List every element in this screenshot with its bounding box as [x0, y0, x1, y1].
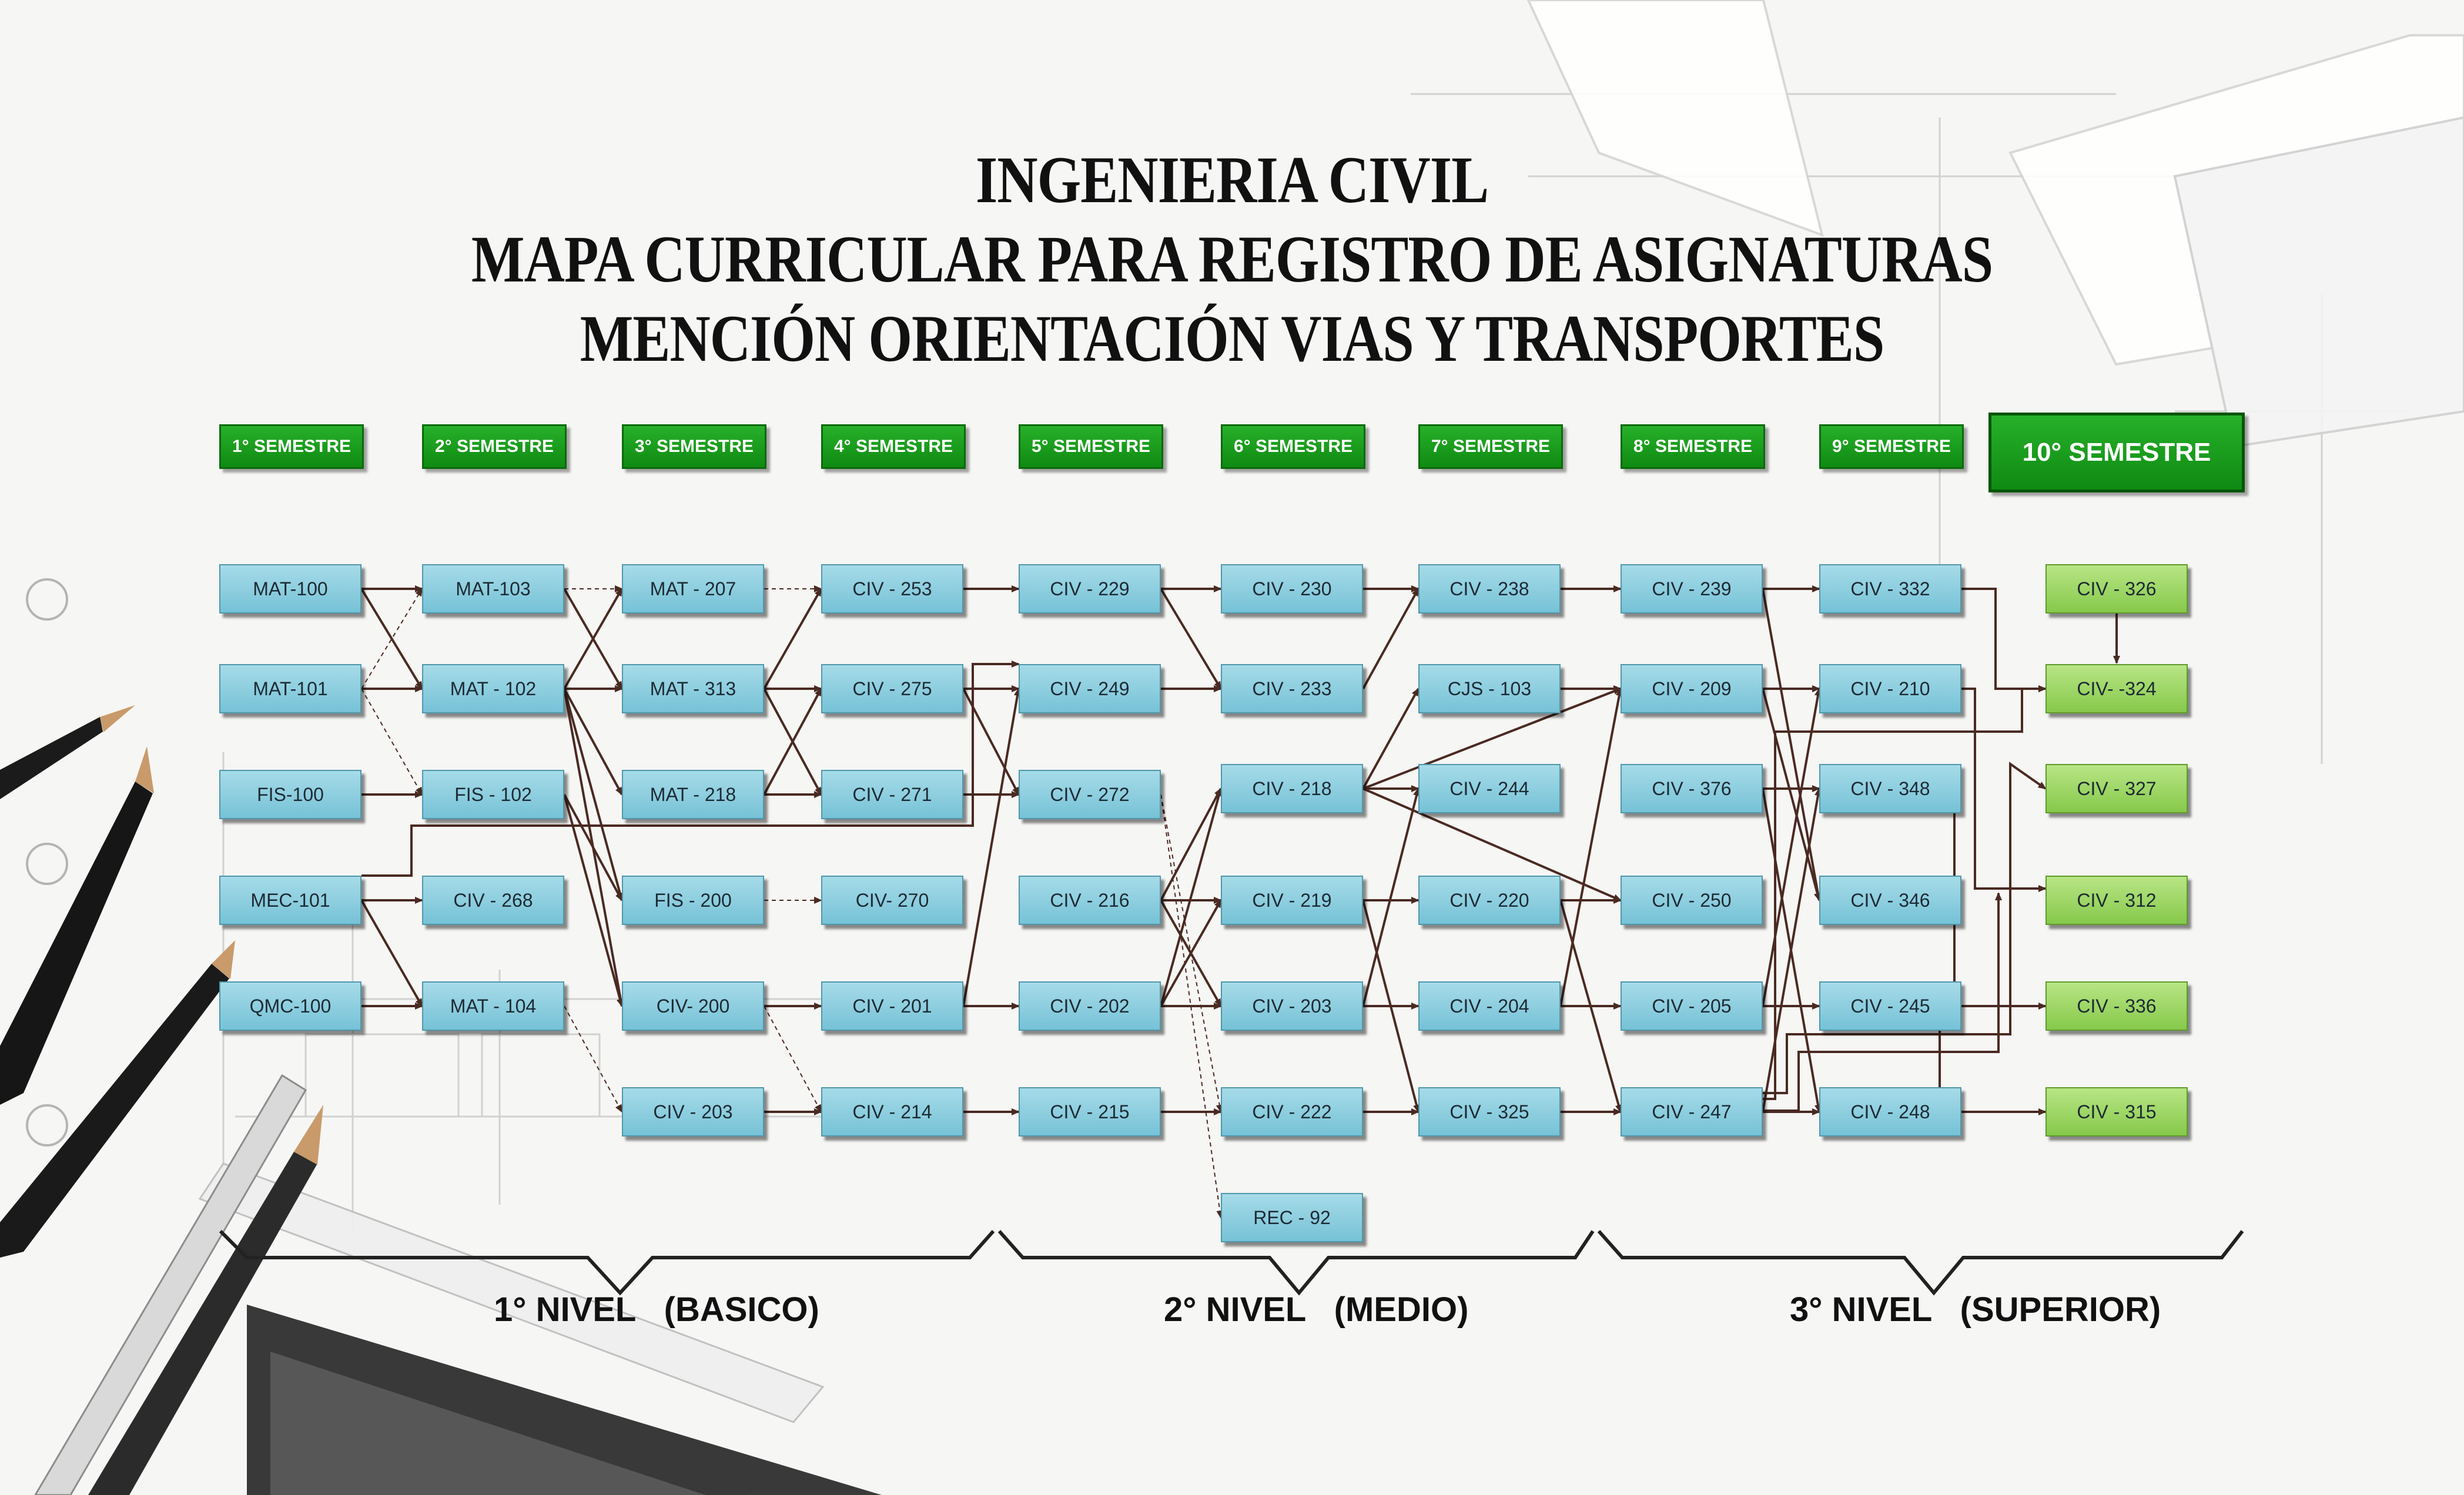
course-box: MAT-103: [422, 564, 564, 614]
course-box: CIV - 336: [2045, 981, 2188, 1031]
course-box: CIV - 205: [1621, 981, 1763, 1031]
course-box: CIV - 249: [1019, 664, 1161, 713]
course-box: QMC-100: [219, 981, 361, 1031]
course-box: CIV- -324: [2045, 664, 2188, 713]
semester-header-10: 10° SEMESTRE: [1988, 413, 2245, 492]
course-box: CIV - 210: [1819, 664, 1961, 713]
course-box: CIV - 233: [1221, 664, 1363, 713]
course-box: CIV - 204: [1418, 981, 1561, 1031]
course-box: CIV - 229: [1019, 564, 1161, 614]
course-box: CIV- 200: [622, 981, 764, 1031]
course-box: CIV- 270: [821, 876, 963, 925]
level-1-label: 1° NIVEL (BASICO): [494, 1290, 819, 1329]
course-box: CIV - 230: [1221, 564, 1363, 614]
course-box: MAT - 104: [422, 981, 564, 1031]
brace-level-3: [1599, 1231, 2242, 1293]
course-box: CIV - 238: [1418, 564, 1561, 614]
level-2-label: 2° NIVEL (MEDIO): [1164, 1290, 1469, 1329]
course-box: CIV - 216: [1019, 876, 1161, 925]
course-box: CIV - 315: [2045, 1087, 2188, 1137]
semester-header-7: 7° SEMESTRE: [1418, 424, 1563, 469]
level-3-label: 3° NIVEL (SUPERIOR): [1790, 1290, 2161, 1329]
course-box: CIV - 271: [821, 770, 963, 819]
course-box: CIV - 325: [1418, 1087, 1561, 1137]
course-box: CIV - 272: [1019, 770, 1161, 819]
course-box: CIV - 220: [1418, 876, 1561, 925]
brace-level-2: [999, 1231, 1593, 1293]
course-box: MAT - 102: [422, 664, 564, 713]
semester-header-8: 8° SEMESTRE: [1621, 424, 1765, 469]
course-box: CIV - 203: [622, 1087, 764, 1137]
course-box: CIV - 215: [1019, 1087, 1161, 1137]
course-box: CIV - 248: [1819, 1087, 1961, 1137]
course-box: CIV - 348: [1819, 764, 1961, 813]
title-line-3: MENCIÓN ORIENTACIÓN VIAS Y TRANSPORTES: [580, 301, 1884, 376]
course-box: CIV - 332: [1819, 564, 1961, 614]
course-box: CIV - 245: [1819, 981, 1961, 1031]
course-box: CIV - 253: [821, 564, 963, 614]
course-box: REC - 92: [1221, 1193, 1363, 1242]
semester-header-3: 3° SEMESTRE: [622, 424, 766, 469]
semester-header-1: 1° SEMESTRE: [219, 424, 364, 469]
course-box: MAT - 313: [622, 664, 764, 713]
course-box: CIV - 201: [821, 981, 963, 1031]
course-box: CIV - 239: [1621, 564, 1763, 614]
course-box: FIS-100: [219, 770, 361, 819]
course-box: CIV - 247: [1621, 1087, 1763, 1137]
course-box: CIV - 326: [2045, 564, 2188, 614]
title-line-1: INGENIERIA CIVIL: [975, 142, 1489, 217]
course-box: MAT-100: [219, 564, 361, 614]
course-box: CIV - 312: [2045, 876, 2188, 925]
semester-header-4: 4° SEMESTRE: [821, 424, 966, 469]
course-box: CIV - 376: [1621, 764, 1763, 813]
course-box: MEC-101: [219, 876, 361, 925]
semester-header-6: 6° SEMESTRE: [1221, 424, 1365, 469]
course-box: FIS - 200: [622, 876, 764, 925]
course-box: CIV - 222: [1221, 1087, 1363, 1137]
course-box: CIV - 214: [821, 1087, 963, 1137]
course-box: CJS - 103: [1418, 664, 1561, 713]
semester-header-9: 9° SEMESTRE: [1819, 424, 1964, 469]
course-box: CIV - 218: [1221, 764, 1363, 813]
course-box: CIV - 268: [422, 876, 564, 925]
title-line-2: MAPA CURRICULAR PARA REGISTRO DE ASIGNATURAS: [471, 222, 1993, 296]
course-box: CIV - 203: [1221, 981, 1363, 1031]
course-box: CIV - 250: [1621, 876, 1763, 925]
course-box: MAT - 218: [622, 770, 764, 819]
course-box: CIV - 219: [1221, 876, 1363, 925]
course-box: CIV - 346: [1819, 876, 1961, 925]
semester-header-2: 2° SEMESTRE: [422, 424, 567, 469]
course-box: MAT-101: [219, 664, 361, 713]
course-box: CIV - 202: [1019, 981, 1161, 1031]
course-box: CIV - 244: [1418, 764, 1561, 813]
course-box: CIV - 275: [821, 664, 963, 713]
course-box: CIV - 209: [1621, 664, 1763, 713]
course-box: CIV - 327: [2045, 764, 2188, 813]
course-box: FIS - 102: [422, 770, 564, 819]
course-box: MAT - 207: [622, 564, 764, 614]
brace-level-1: [220, 1231, 993, 1293]
semester-header-5: 5° SEMESTRE: [1019, 424, 1163, 469]
